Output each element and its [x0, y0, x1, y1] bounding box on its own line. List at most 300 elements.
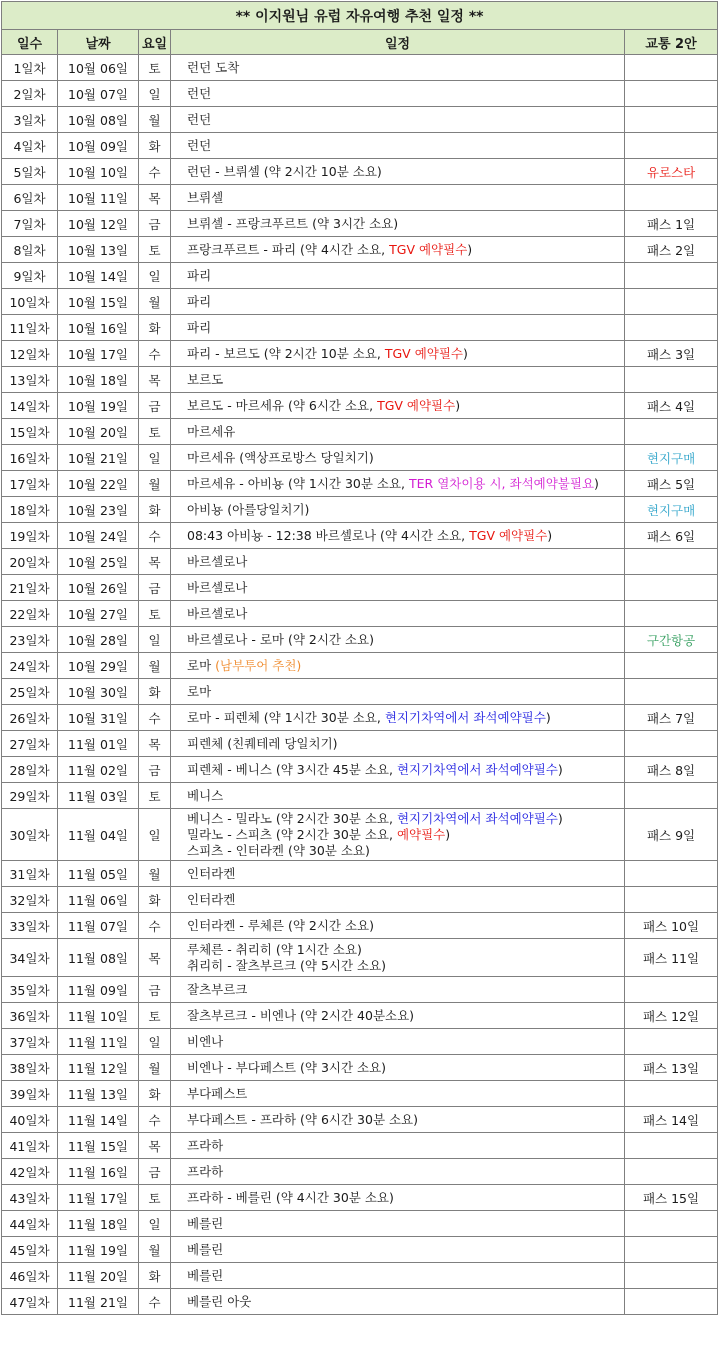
weekday-cell: 목: [139, 367, 171, 393]
day-cell: 21일차: [2, 575, 58, 601]
weekday-cell: 금: [139, 575, 171, 601]
weekday-cell: 월: [139, 289, 171, 315]
weekday-cell: 월: [139, 1055, 171, 1081]
weekday-cell: 수: [139, 159, 171, 185]
schedule-cell: [171, 809, 625, 861]
table-row: [2, 367, 718, 393]
schedule-cell: [171, 133, 625, 159]
schedule-text: 스피츠 - 인터라켄 (약 30분 소요): [187, 842, 370, 858]
table-row: [2, 679, 718, 705]
schedule-text: 밀라노 - 스피츠 (약 2시간 30분 소요,: [187, 826, 397, 842]
weekday-cell: 목: [139, 185, 171, 211]
schedule-cell: [171, 705, 625, 731]
schedule-cell: [171, 211, 625, 237]
transport-cell: [625, 601, 718, 627]
schedule-cell: [171, 783, 625, 809]
transport-cell: [625, 679, 718, 705]
schedule-note: 현지기차역에서 좌석예약필수: [384, 709, 546, 725]
table-row: [2, 1133, 718, 1159]
schedule-line: [187, 958, 622, 974]
transport-cell: [625, 1211, 718, 1237]
day-cell: 29일차: [2, 783, 58, 809]
transport-cell: [625, 1289, 718, 1315]
schedule-line: [187, 320, 622, 336]
date-cell: 11월 20일: [58, 1263, 139, 1289]
schedule-line: [187, 843, 622, 859]
weekday-cell: 금: [139, 211, 171, 237]
schedule-line: [187, 684, 622, 700]
transport-cell: [625, 861, 718, 887]
transport-cell: [625, 1133, 718, 1159]
schedule-cell: [171, 263, 625, 289]
date-cell: 11월 10일: [58, 1003, 139, 1029]
date-cell: 11월 17일: [58, 1185, 139, 1211]
day-cell: 35일차: [2, 977, 58, 1003]
schedule-text: 베를린: [187, 1267, 224, 1283]
schedule-text: 브뤼셀 - 프랑크푸르트 (약 3시간 소요): [187, 215, 399, 231]
itinerary-table: [1, 1, 718, 1315]
table-row: [2, 549, 718, 575]
transport-cell: 패스 10일: [625, 913, 718, 939]
table-row: [2, 497, 718, 523]
date-cell: 10월 26일: [58, 575, 139, 601]
schedule-cell: [171, 1055, 625, 1081]
day-cell: 44일차: [2, 1211, 58, 1237]
schedule-line: [187, 1086, 622, 1102]
schedule-text: 보르도: [187, 371, 224, 387]
schedule-text: 베니스 - 밀라노 (약 2시간 30분 소요,: [187, 810, 397, 826]
day-cell: 9일차: [2, 263, 58, 289]
schedule-line: [187, 86, 622, 102]
header-day: 일수: [2, 30, 58, 55]
transport-cell: [625, 653, 718, 679]
day-cell: 34일차: [2, 939, 58, 977]
schedule-cell: [171, 1081, 625, 1107]
schedule-line: [187, 190, 622, 206]
schedule-line: [187, 918, 622, 934]
schedule-text: 피렌체 (친퀘테레 당일치기): [187, 735, 338, 751]
day-cell: 14일차: [2, 393, 58, 419]
schedule-text: 바르셀로나 - 로마 (약 2시간 소요): [187, 631, 374, 647]
schedule-text: ): [463, 345, 468, 361]
weekday-cell: 일: [139, 1211, 171, 1237]
date-cell: 10월 28일: [58, 627, 139, 653]
schedule-line: [187, 372, 622, 388]
schedule-note: TGV 예약필수: [389, 241, 468, 257]
weekday-cell: 금: [139, 393, 171, 419]
transport-cell: 패스 15일: [625, 1185, 718, 1211]
transport-cell: [625, 1237, 718, 1263]
table-row: [2, 445, 718, 471]
table-row: [2, 341, 718, 367]
schedule-text: 파리: [187, 319, 212, 335]
date-cell: 11월 04일: [58, 809, 139, 861]
day-cell: 33일차: [2, 913, 58, 939]
transport-cell: [625, 1029, 718, 1055]
date-cell: 11월 09일: [58, 977, 139, 1003]
schedule-line: [187, 242, 622, 258]
schedule-line: [187, 1112, 622, 1128]
weekday-cell: 월: [139, 1237, 171, 1263]
schedule-text: 보르도 - 마르세유 (약 6시간 소요,: [187, 397, 378, 413]
schedule-cell: [171, 471, 625, 497]
table-row: [2, 731, 718, 757]
table-row: [2, 939, 718, 977]
schedule-text: 비엔나 - 부다페스트 (약 3시간 소요): [187, 1059, 387, 1075]
table-row: [2, 601, 718, 627]
schedule-cell: [171, 627, 625, 653]
schedule-cell: [171, 1211, 625, 1237]
weekday-cell: 토: [139, 55, 171, 81]
table-row: [2, 1159, 718, 1185]
transport-cell: 패스 8일: [625, 757, 718, 783]
schedule-line: [187, 164, 622, 180]
schedule-cell: [171, 159, 625, 185]
table-row: [2, 913, 718, 939]
schedule-text: 베니스: [187, 787, 224, 803]
schedule-line: [187, 632, 622, 648]
day-cell: 43일차: [2, 1185, 58, 1211]
schedule-note: (남부투어 추천): [215, 657, 302, 673]
header-row: [2, 30, 718, 55]
date-cell: 10월 30일: [58, 679, 139, 705]
weekday-cell: 일: [139, 445, 171, 471]
schedule-cell: [171, 549, 625, 575]
date-cell: 10월 08일: [58, 107, 139, 133]
weekday-cell: 수: [139, 1289, 171, 1315]
date-cell: 10월 27일: [58, 601, 139, 627]
date-cell: 11월 06일: [58, 887, 139, 913]
transport-cell: [625, 185, 718, 211]
day-cell: 6일차: [2, 185, 58, 211]
date-cell: 11월 08일: [58, 939, 139, 977]
table-row: [2, 523, 718, 549]
table-row: [2, 393, 718, 419]
schedule-text: 인터라켄: [187, 865, 236, 881]
table-row: [2, 1029, 718, 1055]
day-cell: 40일차: [2, 1107, 58, 1133]
schedule-line: [187, 892, 622, 908]
schedule-line: [187, 606, 622, 622]
schedule-line: [187, 1190, 622, 1206]
schedule-text: 로마: [187, 683, 212, 699]
weekday-cell: 화: [139, 679, 171, 705]
day-cell: 22일차: [2, 601, 58, 627]
schedule-text: 잘츠부르크 - 비엔나 (약 2시간 40분소요): [187, 1007, 415, 1023]
schedule-text: 로마 - 피렌체 (약 1시간 30분 소요,: [187, 709, 385, 725]
date-cell: 10월 19일: [58, 393, 139, 419]
schedule-line: [187, 1138, 622, 1154]
date-cell: 11월 03일: [58, 783, 139, 809]
table-title: ** 이지원님 유럽 자유여행 추천 일정 **: [2, 2, 718, 30]
schedule-note: TGV 예약필수: [377, 397, 456, 413]
weekday-cell: 토: [139, 1003, 171, 1029]
schedule-cell: [171, 757, 625, 783]
table-row: [2, 1185, 718, 1211]
transport-cell: 패스 9일: [625, 809, 718, 861]
header-transport: 교통 2안: [625, 30, 718, 55]
schedule-text: 인터라켄: [187, 891, 236, 907]
schedule-line: [187, 658, 622, 674]
schedule-text: 프랑크푸르트 - 파리 (약 4시간 소요,: [187, 241, 390, 257]
day-cell: 42일차: [2, 1159, 58, 1185]
schedule-line: [187, 1216, 622, 1232]
schedule-cell: [171, 575, 625, 601]
day-cell: 17일차: [2, 471, 58, 497]
weekday-cell: 화: [139, 133, 171, 159]
date-cell: 11월 01일: [58, 731, 139, 757]
date-cell: 10월 31일: [58, 705, 139, 731]
schedule-line: [187, 788, 622, 804]
schedule-text: ): [455, 397, 461, 413]
transport-cell: 패스 5일: [625, 471, 718, 497]
schedule-cell: [171, 523, 625, 549]
schedule-line: [187, 554, 622, 570]
transport-cell: [625, 55, 718, 81]
day-cell: 39일차: [2, 1081, 58, 1107]
schedule-cell: [171, 289, 625, 315]
table-row: [2, 55, 718, 81]
schedule-line: [187, 60, 622, 76]
table-row: [2, 1081, 718, 1107]
schedule-line: [187, 1268, 622, 1284]
schedule-text: 아비뇽 (아를당일치기): [187, 501, 310, 517]
day-cell: 3일차: [2, 107, 58, 133]
schedule-text: 마르세유 - 아비뇽 (약 1시간 30분 소요,: [187, 475, 410, 491]
table-row: [2, 887, 718, 913]
schedule-text: ): [557, 810, 563, 826]
table-row: [2, 1237, 718, 1263]
schedule-cell: [171, 497, 625, 523]
weekday-cell: 토: [139, 1185, 171, 1211]
table-row: [2, 1289, 718, 1315]
schedule-text: 런던: [187, 137, 212, 153]
schedule-cell: [171, 1237, 625, 1263]
schedule-line: [187, 216, 622, 232]
table-row: [2, 977, 718, 1003]
date-cell: 11월 13일: [58, 1081, 139, 1107]
weekday-cell: 수: [139, 913, 171, 939]
schedule-line: [187, 528, 622, 544]
schedule-cell: [171, 679, 625, 705]
schedule-cell: [171, 107, 625, 133]
schedule-text: 런던: [187, 85, 212, 101]
transport-cell: [625, 1081, 718, 1107]
day-cell: 12일차: [2, 341, 58, 367]
day-cell: 46일차: [2, 1263, 58, 1289]
day-cell: 16일차: [2, 445, 58, 471]
schedule-text: 바르셀로나: [187, 605, 248, 621]
header-schedule: 일정: [171, 30, 625, 55]
transport-cell: 패스 14일: [625, 1107, 718, 1133]
date-cell: 10월 25일: [58, 549, 139, 575]
day-cell: 36일차: [2, 1003, 58, 1029]
schedule-cell: [171, 341, 625, 367]
schedule-text: 부다페스트: [187, 1085, 248, 1101]
schedule-cell: [171, 1029, 625, 1055]
schedule-line: [187, 982, 622, 998]
day-cell: 18일차: [2, 497, 58, 523]
schedule-text: 비엔나: [187, 1033, 224, 1049]
table-row: [2, 81, 718, 107]
transport-cell: [625, 81, 718, 107]
schedule-cell: [171, 913, 625, 939]
schedule-line: [187, 138, 622, 154]
weekday-cell: 화: [139, 1081, 171, 1107]
date-cell: 11월 11일: [58, 1029, 139, 1055]
schedule-cell: [171, 731, 625, 757]
schedule-line: [187, 398, 622, 414]
schedule-text: 파리: [187, 293, 212, 309]
schedule-line: [187, 1294, 622, 1310]
transport-cell: [625, 315, 718, 341]
table-row: [2, 861, 718, 887]
day-cell: 15일차: [2, 419, 58, 445]
schedule-text: ): [547, 527, 553, 543]
schedule-text: ): [557, 761, 563, 777]
table-row: [2, 471, 718, 497]
schedule-text: 베를린: [187, 1241, 224, 1257]
transport-cell: 구간항공: [625, 627, 718, 653]
weekday-cell: 수: [139, 341, 171, 367]
transport-cell: [625, 1263, 718, 1289]
transport-cell: 패스 7일: [625, 705, 718, 731]
schedule-line: [187, 424, 622, 440]
schedule-cell: [171, 1263, 625, 1289]
schedule-note: 예약필수: [396, 826, 446, 842]
schedule-note: TER 열차이용 시, 좌석예약불필요: [409, 475, 595, 491]
weekday-cell: 목: [139, 939, 171, 977]
table-row: [2, 289, 718, 315]
date-cell: 10월 13일: [58, 237, 139, 263]
date-cell: 10월 09일: [58, 133, 139, 159]
transport-cell: [625, 289, 718, 315]
transport-cell: 패스 3일: [625, 341, 718, 367]
table-row: [2, 133, 718, 159]
table-row: [2, 1263, 718, 1289]
transport-cell: [625, 977, 718, 1003]
schedule-note: 현지기차역에서 좌석예약필수: [396, 761, 558, 777]
day-cell: 37일차: [2, 1029, 58, 1055]
weekday-cell: 수: [139, 1107, 171, 1133]
transport-cell: 패스 11일: [625, 939, 718, 977]
weekday-cell: 목: [139, 731, 171, 757]
schedule-line: [187, 1008, 622, 1024]
transport-cell: 유로스타: [625, 159, 718, 185]
schedule-line: [187, 1242, 622, 1258]
transport-cell: [625, 367, 718, 393]
schedule-text: 부다페스트 - 프라하 (약 6시간 30분 소요): [187, 1111, 419, 1127]
schedule-cell: [171, 185, 625, 211]
date-cell: 11월 19일: [58, 1237, 139, 1263]
header-weekday: 요일: [139, 30, 171, 55]
schedule-text: 베를린 아웃: [187, 1293, 252, 1309]
schedule-cell: [171, 887, 625, 913]
date-cell: 11월 21일: [58, 1289, 139, 1315]
day-cell: 4일차: [2, 133, 58, 159]
schedule-text: 로마: [187, 657, 216, 673]
schedule-line: [187, 112, 622, 128]
date-cell: 10월 22일: [58, 471, 139, 497]
weekday-cell: 일: [139, 809, 171, 861]
day-cell: 13일차: [2, 367, 58, 393]
schedule-line: [187, 502, 622, 518]
weekday-cell: 월: [139, 107, 171, 133]
transport-cell: 현지구매: [625, 445, 718, 471]
date-cell: 10월 11일: [58, 185, 139, 211]
weekday-cell: 토: [139, 783, 171, 809]
weekday-cell: 수: [139, 523, 171, 549]
day-cell: 28일차: [2, 757, 58, 783]
table-row: [2, 627, 718, 653]
weekday-cell: 화: [139, 1263, 171, 1289]
table-row: [2, 1055, 718, 1081]
schedule-cell: [171, 653, 625, 679]
schedule-text: 취리히 - 잘츠부르크 (약 5시간 소요): [187, 957, 387, 973]
schedule-line: [187, 580, 622, 596]
weekday-cell: 금: [139, 757, 171, 783]
schedule-cell: [171, 419, 625, 445]
schedule-text: 인터라켄 - 루체른 (약 2시간 소요): [187, 917, 374, 933]
schedule-line: [187, 1164, 622, 1180]
schedule-text: 바르셀로나: [187, 579, 248, 595]
weekday-cell: 화: [139, 887, 171, 913]
weekday-cell: 금: [139, 977, 171, 1003]
schedule-cell: [171, 861, 625, 887]
transport-cell: 현지구매: [625, 497, 718, 523]
transport-cell: [625, 549, 718, 575]
schedule-cell: [171, 939, 625, 977]
day-cell: 26일차: [2, 705, 58, 731]
schedule-text: 피렌체 - 베니스 (약 3시간 45분 소요,: [187, 761, 397, 777]
schedule-cell: [171, 237, 625, 263]
date-cell: 11월 12일: [58, 1055, 139, 1081]
transport-cell: [625, 575, 718, 601]
schedule-text: 런던 도착: [187, 59, 240, 75]
schedule-cell: [171, 1185, 625, 1211]
transport-cell: [625, 731, 718, 757]
weekday-cell: 월: [139, 471, 171, 497]
schedule-text: 루체른 - 취리히 (약 1시간 소요): [187, 941, 362, 957]
schedule-cell: [171, 977, 625, 1003]
table-row: [2, 705, 718, 731]
schedule-cell: [171, 1107, 625, 1133]
weekday-cell: 수: [139, 705, 171, 731]
table-row: [2, 653, 718, 679]
date-cell: 10월 06일: [58, 55, 139, 81]
table-row: [2, 263, 718, 289]
schedule-cell: [171, 445, 625, 471]
date-cell: 10월 14일: [58, 263, 139, 289]
table-row: [2, 783, 718, 809]
date-cell: 10월 24일: [58, 523, 139, 549]
day-cell: 19일차: [2, 523, 58, 549]
table-row: [2, 159, 718, 185]
schedule-line: [187, 866, 622, 882]
date-cell: 10월 15일: [58, 289, 139, 315]
weekday-cell: 월: [139, 861, 171, 887]
transport-cell: 패스 1일: [625, 211, 718, 237]
schedule-cell: [171, 1133, 625, 1159]
schedule-text: ): [594, 475, 599, 491]
transport-cell: [625, 263, 718, 289]
schedule-text: ): [467, 241, 473, 257]
schedule-note: 현지기차역에서 좌석예약필수: [396, 810, 558, 826]
date-cell: 10월 10일: [58, 159, 139, 185]
schedule-line: [187, 762, 622, 778]
day-cell: 1일차: [2, 55, 58, 81]
weekday-cell: 목: [139, 1133, 171, 1159]
